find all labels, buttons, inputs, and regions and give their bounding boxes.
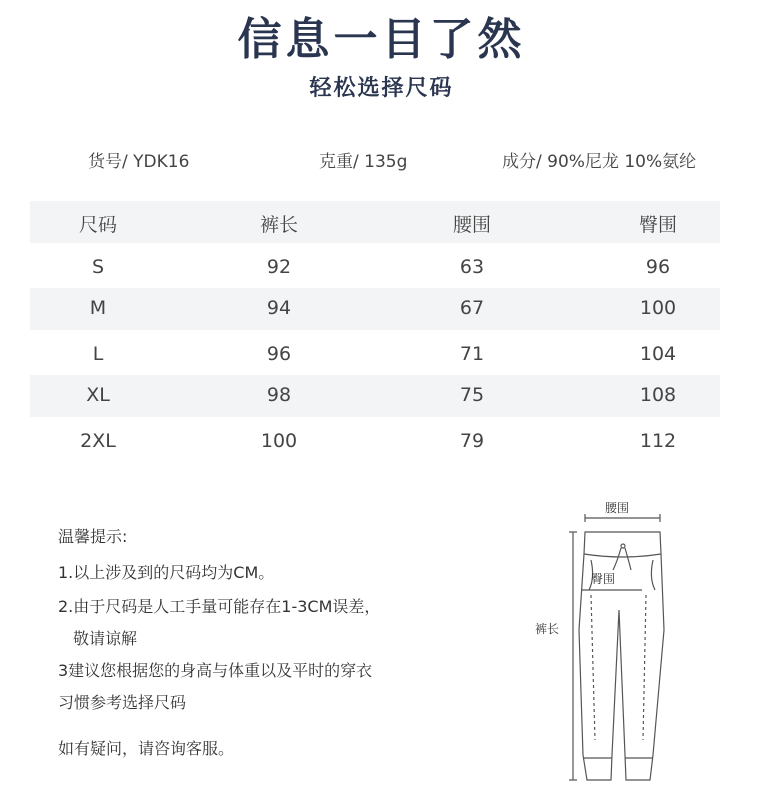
table-header-row xyxy=(30,201,720,243)
spec-material: 成分/ 90%尼龙 10%氨纶 xyxy=(502,152,697,172)
header-length: 裤长 xyxy=(259,214,298,236)
tip-line: 2.由于尺码是人工手量可能存在1-3CM误差， xyxy=(58,597,381,616)
header-size: 尺码 xyxy=(78,214,117,236)
length-label: 裤长 xyxy=(535,622,560,636)
pants-illustration xyxy=(525,490,705,795)
spec-weight: 克重/ 135g xyxy=(319,152,408,172)
cell-size: S xyxy=(91,256,105,278)
tip-line: 如有疑问，请咨询客服。 xyxy=(58,739,235,758)
page-title: 信息一目了然 xyxy=(237,14,526,65)
tip-line: 习惯参考选择尺码 xyxy=(58,693,187,712)
cell-waist: 79 xyxy=(459,430,485,452)
cell-waist: 75 xyxy=(459,384,485,406)
cell-size: XL xyxy=(86,384,110,406)
cell-hip: 96 xyxy=(645,256,671,278)
cell-length: 92 xyxy=(266,256,292,278)
cell-waist: 63 xyxy=(459,256,485,278)
cell-waist: 67 xyxy=(459,297,485,319)
tip-line: 3建议您根据您的身高与体重以及平时的穿衣 xyxy=(58,661,373,680)
table-row xyxy=(30,330,720,375)
cell-size: M xyxy=(89,297,107,319)
waist-label: 腰围 xyxy=(605,501,630,515)
table-row xyxy=(30,288,720,330)
page-subtitle: 轻松选择尺码 xyxy=(309,76,454,101)
pants-size-diagram xyxy=(525,490,705,795)
cell-waist: 71 xyxy=(459,343,485,365)
header-waist: 腰围 xyxy=(452,214,491,236)
hip-label: 臀围 xyxy=(591,572,616,586)
cell-size: L xyxy=(92,343,104,365)
tips-title: 温馨提示: xyxy=(58,527,128,546)
cell-length: 94 xyxy=(266,297,292,319)
cell-hip: 100 xyxy=(639,297,677,319)
header-hip: 臀围 xyxy=(638,214,677,236)
cell-size: 2XL xyxy=(80,430,116,452)
cell-length: 98 xyxy=(266,384,292,406)
cell-hip: 104 xyxy=(639,343,677,365)
cell-length: 100 xyxy=(260,430,298,452)
cell-length: 96 xyxy=(266,343,292,365)
cell-hip: 112 xyxy=(639,430,677,452)
table-row xyxy=(30,375,720,417)
spec-sku: 货号/ YDK16 xyxy=(88,152,190,172)
table-row xyxy=(30,243,720,288)
cell-hip: 108 xyxy=(639,384,677,406)
tip-line: 敬请谅解 xyxy=(73,629,138,648)
tip-line: 1.以上涉及到的尺码均为CM。 xyxy=(58,563,275,582)
table-row xyxy=(30,417,720,462)
size-table xyxy=(30,201,720,462)
